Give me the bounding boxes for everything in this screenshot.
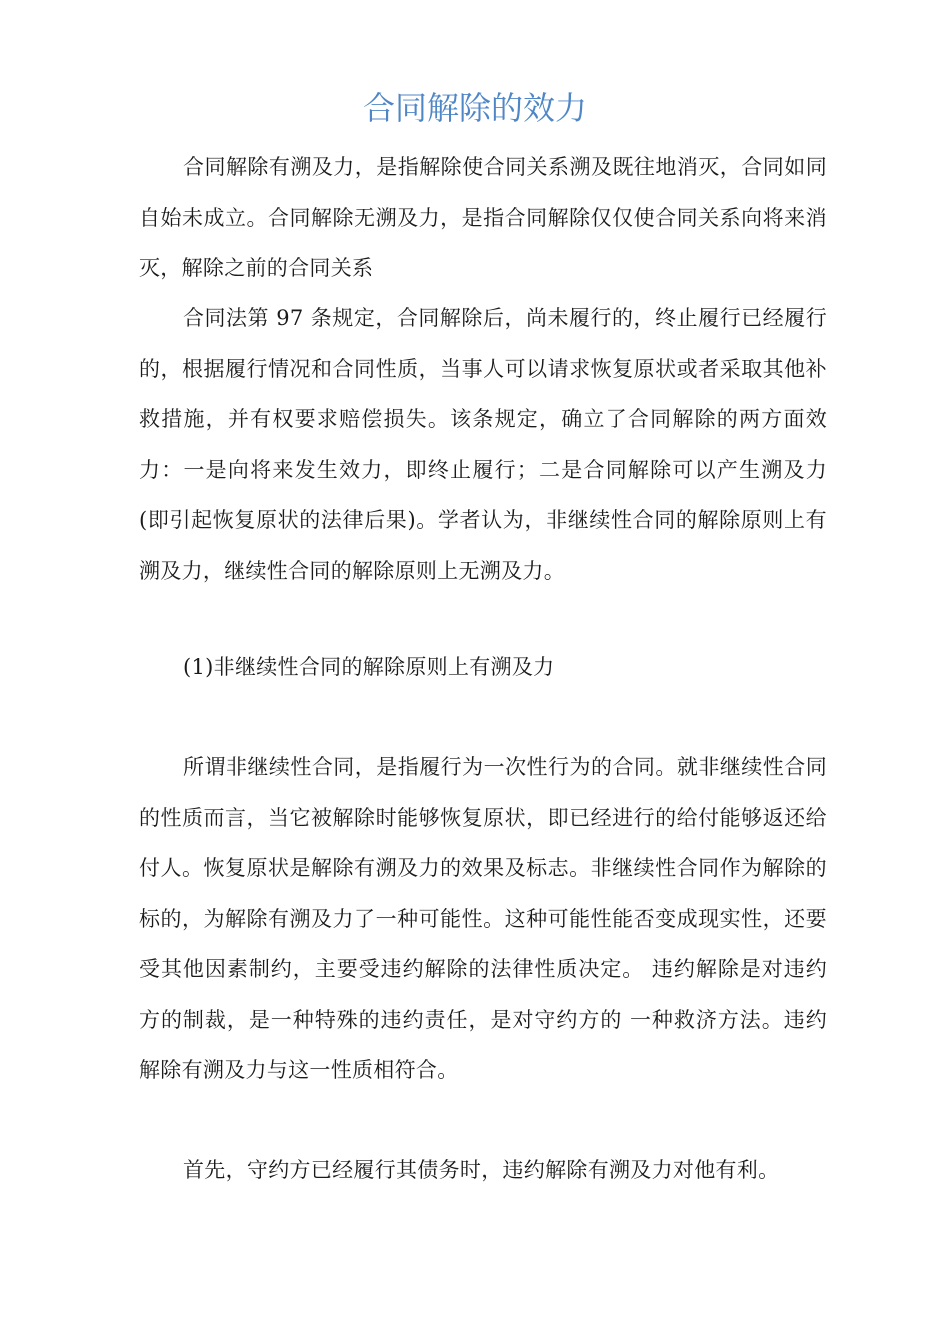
paragraph-first-point: 首先，守约方已经履行其债务时，违约解除有溯及力对他有利。 (183, 1158, 780, 1182)
paragraph-non-continuous-contract: 所谓非继续性合同，是指履行为一次性行为的合同。就非继续性合同的性质而言，当它被解除时能够恢复原状，即已经进行的给付能够返还给付人。恢复原状是解除有溯及力的效果及标志。非继续性合同作为解除的标的，为解除有溯及力了一种可能性。这种可能性能否变成现实性，还要受其他因素制约，主要受违约解除的法律性质决定。 违约解除是对违约方的制裁，是一种特殊的违约责任，是对守约方的 一种救济方法。违约解除有溯及力与这一性质相符合。 (139, 755, 827, 1082)
paragraph-retroactivity-definition: 合同解除有溯及力，是指解除使合同关系溯及既往地消灭，合同如同自始未成立。合同解除无溯及力，是指合同解除仅仅使合同关系向将来消灭，解除之前的合同关系 (139, 155, 827, 280)
section-heading-non-continuous-contract: (1)非继续性合同的解除原则上有溯及力 (183, 655, 555, 679)
paragraph-article-97: 合同法第 97 条规定，合同解除后，尚未履行的，终止履行已经履行的，根据履行情况和合同性质，当事人可以请求恢复原状或者采取其他补救措施，并有权要求赔偿损失。该条规定，确立了合同解除的两方面效力：一是向将来发生效力，即终止履行；二是合同解除可以产生溯及力(即引起恢复原状的法律后果)。学者认为，非继续性合同的解除原则上有溯及力，继续性合同的解除原则上无溯及力。 (139, 306, 827, 583)
document-title: 合同解除的效力 (362, 89, 587, 127)
